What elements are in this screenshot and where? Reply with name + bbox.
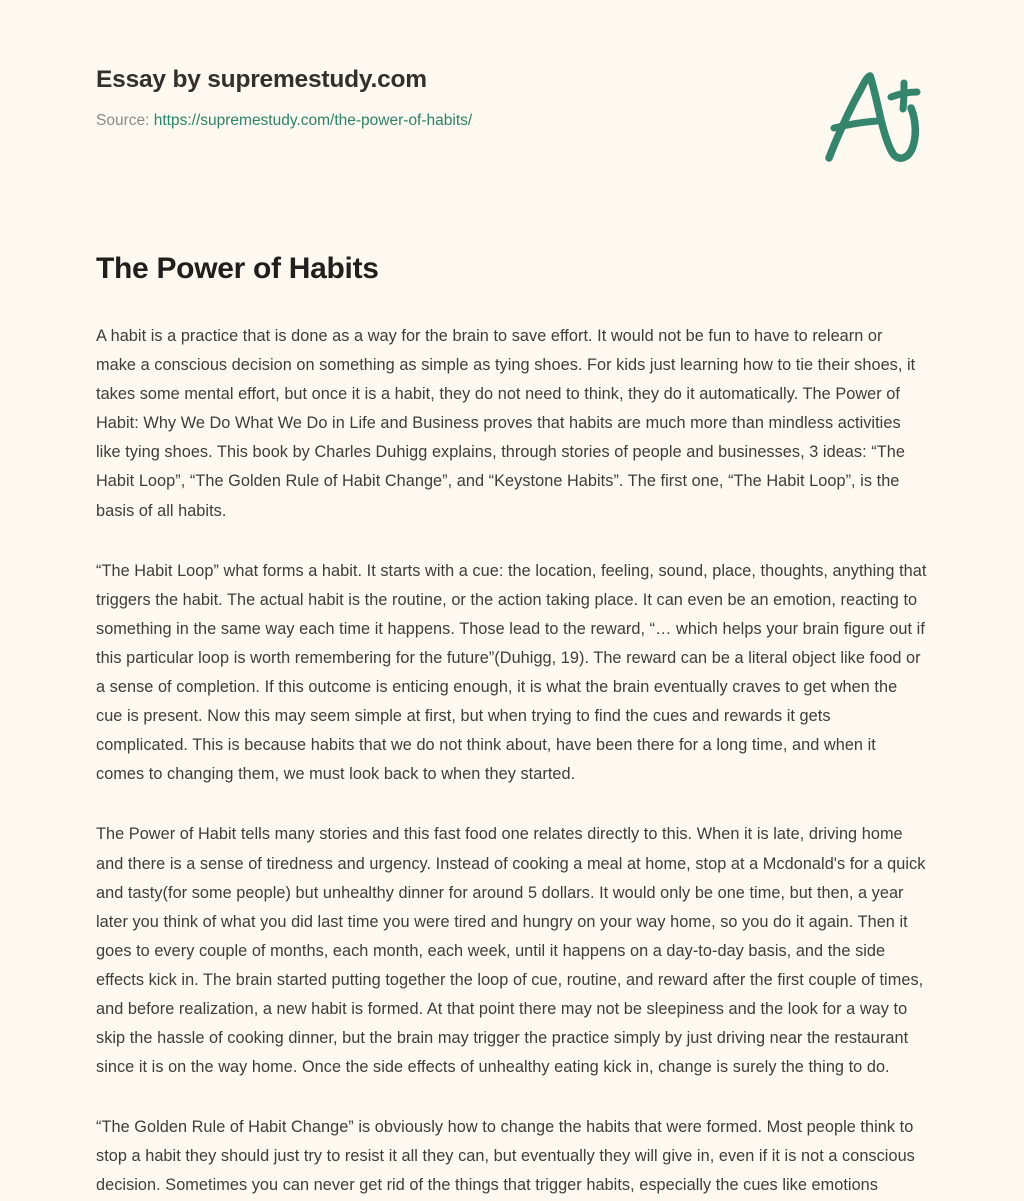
source-line (96, 110, 928, 132)
a-plus-logo-icon (815, 70, 930, 165)
paragraph: “The Golden Rule of Habit Change” is obviously how to change the habits that were formed. Most people think to stop a habit they should just try to resist it all they can, but eventually they will give in, even if it is not a conscious decision. Sometimes you can never get rid of the things that trigger habits, especially the cues like emotions (96, 1118, 915, 1195)
source-url-link[interactable]: https://supremestudy.com/the-power-of-habits/ (153, 112, 473, 129)
article (96, 250, 927, 1201)
paragraph: The Power of Habit tells many stories and this fast food one relates directly to this. When it is late, driving home and there is a sense of tiredness and urgency. Instead of cooking a meal at home, stop at a Mcdonald's for a quick and tasty(for some people) but unhealthy dinner for around 5 dollars. It would only be one time, but then, a year later you think of what you did last time you were tired and hungry on your way home, so you do it again. Then it goes to every couple of months, each month, each week, until it happens on a day-to-day basis, and the side effects kick in. The brain started putting together the loop of cue, routine, and reward after the first couple of times, and before realization, a new habit is formed. At that point there may not be sleepiness and the look for a way to skip the hassle of cooking dinner, but the brain may trigger the practice simply by just driving near the restaurant since it is on the way home. Once the side effects of unhealthy eating kick in, change is surely the thing to do. (96, 825, 926, 1077)
page-title: The Power of Habits (96, 252, 379, 285)
page-header (96, 64, 928, 132)
source-label: Source: (96, 112, 150, 129)
paragraph: “The Habit Loop” what forms a habit. It starts with a cue: the location, feeling, sound, place, thoughts, anything that triggers the habit. The actual habit is the routine, or the action taking place. It can even be an emotion, reacting to something in the same way each time it happens. Those lead to the reward, “… which helps your brain figure out if this particular loop is worth remembering for the future”(Duhigg, 19). The reward can be a literal object like food or a sense of completion. If this outcome is enticing enough, it is what the brain eventually craves to get when the cue is present. Now this may seem simple at first, but when trying to find the cues and rewards it gets complicated. This is because habits that we do not think about, have been there for a long time, and when it comes to changing them, we must look back to when they started. (96, 561, 927, 784)
article-body (96, 322, 927, 1201)
site-heading: Essay by supremestudy.com (96, 66, 427, 93)
a-plus-logo[interactable] (815, 70, 930, 165)
paragraph: A habit is a practice that is done as a way for the brain to save effort. It would not be fun to have to relearn or make a conscious decision on something as simple as tying shoes. For kids just learning how to tie their shoes, it takes some mental effort, but once it is a habit, they do not need to think, they do it automatically. The Power of Habit: Why We Do What We Do in Life and Business proves that habits are much more than mindless activities like tying shoes. This book by Charles Duhigg explains, through stories of people and businesses, 3 ideas: “The Habit Loop”, “The Golden Rule of Habit Change”, and “Keystone Habits”. The first one, “The Habit Loop”, is the basis of all habits. (96, 327, 916, 520)
